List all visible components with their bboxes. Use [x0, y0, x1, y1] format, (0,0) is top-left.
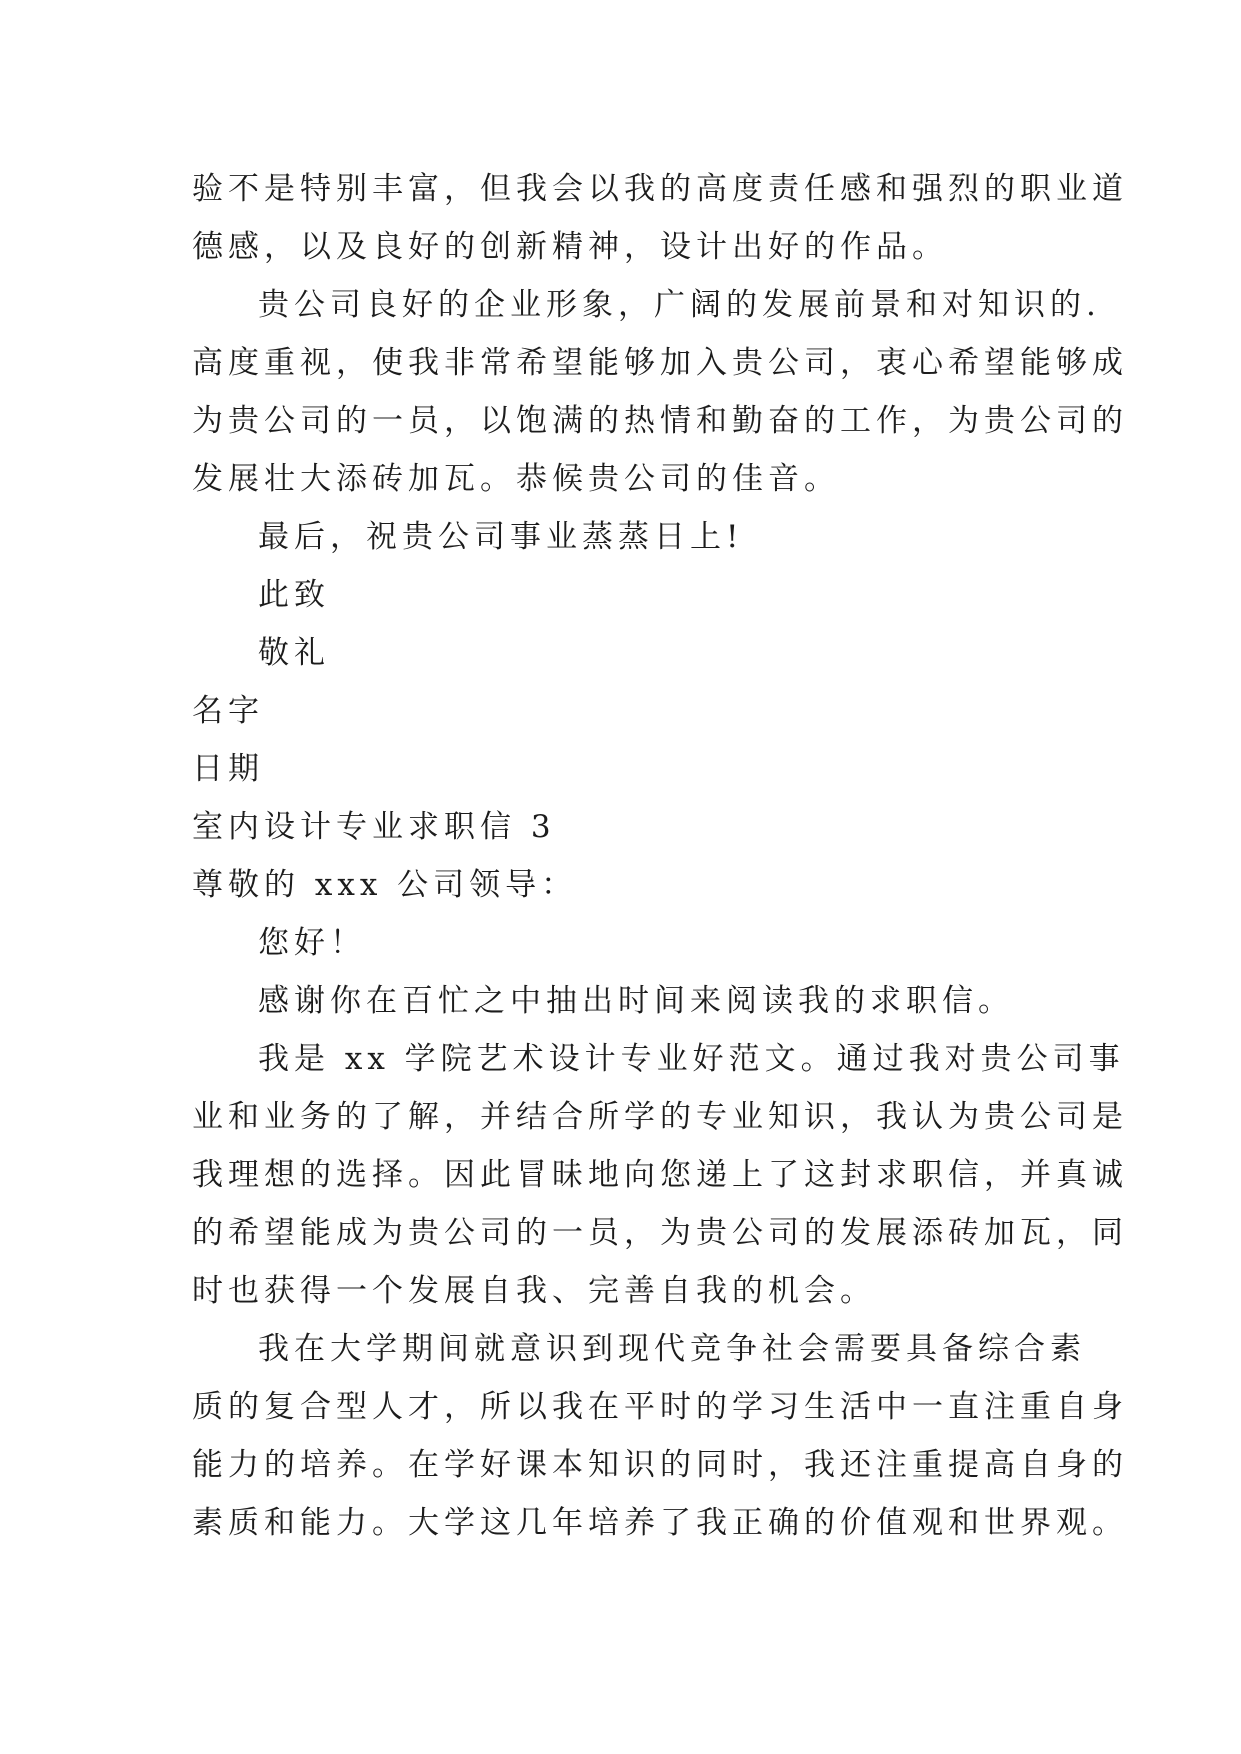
text-line: 业和业务的了解，并结合所学的专业知识，我认为贵公司是: [192, 1099, 1128, 1135]
salutation-jingli: 敬礼: [258, 635, 330, 671]
letter-hello: 您好！: [258, 925, 366, 961]
document-body: [192, 160, 1128, 1552]
text-line: 高度重视，使我非常希望能够加入贵公司，衷心希望能够成: [192, 345, 1128, 381]
text-line: 发展壮大添砖加瓦。恭候贵公司的佳音。: [192, 461, 840, 497]
text-line: 验不是特别丰富，但我会以我的高度责任感和强烈的职业道: [192, 171, 1128, 207]
text-line: 素质和能力。大学这几年培养了我正确的价值观和世界观。: [192, 1505, 1128, 1541]
text-line: 我理想的选择。因此冒昧地向您递上了这封求职信，并真诚: [192, 1157, 1128, 1193]
signature-name: 名字: [192, 693, 264, 729]
text-line: 能力的培养。在学好课本知识的同时，我还注重提高自身的: [192, 1447, 1128, 1483]
closing-wish: 最后，祝贵公司事业蒸蒸日上!: [258, 519, 744, 555]
text-line: 我是 xx 学院艺术设计专业好范文。通过我对贵公司事: [258, 1041, 1125, 1077]
text-line: 质的复合型人才，所以我在平时的学习生活中一直注重自身: [192, 1389, 1128, 1425]
signature-date: 日期: [192, 751, 264, 787]
text-line: 为贵公司的一员，以饱满的热情和勤奋的工作，为贵公司的: [192, 403, 1128, 439]
salutation-cizhi: 此致: [258, 577, 330, 613]
text-line: 贵公司良好的企业形象，广阔的发展前景和对知识的.: [258, 287, 1101, 323]
text-line: 的希望能成为贵公司的一员，为贵公司的发展添砖加瓦，同: [192, 1215, 1128, 1251]
text-line: 时也获得一个发展自我、完善自我的机会。: [192, 1273, 876, 1309]
text-line: 德感，以及良好的创新精神，设计出好的作品。: [192, 229, 948, 265]
text-line: 我在大学期间就意识到现代竞争社会需要具备综合素: [258, 1331, 1086, 1367]
section-title: 室内设计专业求职信 3: [192, 809, 556, 845]
letter-greeting: 尊敬的 xxx 公司领导：: [192, 867, 578, 903]
text-line: 感谢你在百忙之中抽出时间来阅读我的求职信。: [258, 983, 1014, 1019]
